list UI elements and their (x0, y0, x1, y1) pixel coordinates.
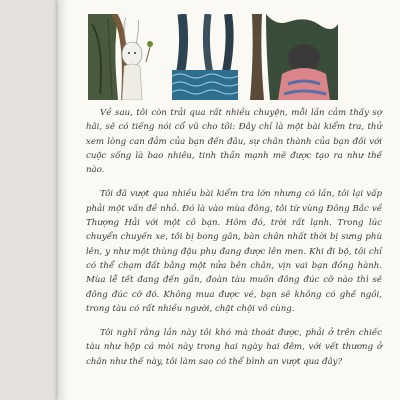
illustration-strip (88, 14, 338, 100)
paragraph-2: Tôi đã vượt qua nhiều bài kiểm tra lớn nhưng có lần, tôi lại vấp phải một vấn đề nhỏ. Đó là vào mùa đông, tôi từ vùng Đông Bắc về Thượng Hải với một cô bạn. Hôm đó, trời rất lạnh. Trong lúc chuyển chuyến xe, tôi bị bong gân, bàn chân nhất thời bị sưng phù lên, y như một thùng đậu phụ đang được lên men. Khi đi bộ, tôi chỉ có thể chạm đất bằng một nửa bên chân, vịn vai bạn đồng hành. Mùa lễ tết đang đến gần, đoàn tàu muốn đông đúc cỡ nào thì sẽ đông đúc cỡ đó. Không mua được vé, bạn sẽ không có ghế ngồi, trong tàu có rất nhiều người, chật chội vô cùng. (86, 189, 382, 314)
illustration-trees-water (172, 14, 238, 100)
illustration-hooded-figure (248, 14, 338, 100)
trees-water-drawing (172, 14, 238, 100)
tree-rabbit-girl-drawing (88, 14, 160, 100)
page-gutter-shadow (58, 0, 68, 400)
book-page (58, 0, 400, 400)
paragraph-1: Về sau, tôi còn trải qua rất nhiều chuyện, mỗi lần cảm thấy sợ hãi, sẽ có tiếng nói cổ vũ cho tôi: Đây chỉ là một bài kiểm tra, thử xem lòng can đảm của bạn đến đâu, sự chân thành của bạn đối với cuộc sống là bao nhiêu, tinh thần mạnh mẽ được tạo ra như thế nào. (86, 108, 382, 176)
body-text (86, 106, 382, 369)
hooded-figure-drawing (248, 14, 338, 100)
paragraph-3: Tôi nghĩ rằng lần này tôi khó mà thoát được, phải ở trên chiếc tàu như hộp cá mòi này trong hai ngày hai đêm, với vết thương ở chân như thế này, tôi làm sao có thể bình an vượt qua đây? (86, 328, 382, 367)
illustration-tree-rabbit-girl (88, 14, 160, 100)
